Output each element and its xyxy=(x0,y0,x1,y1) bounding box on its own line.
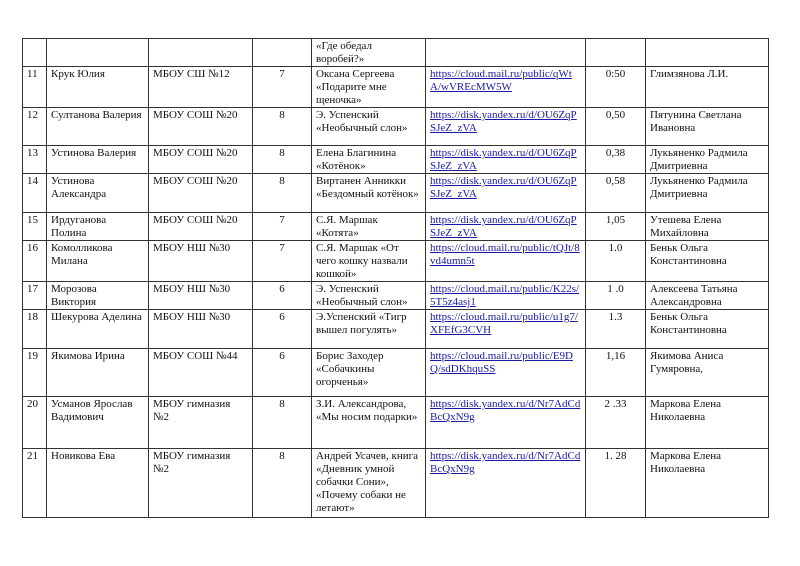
video-link-cell xyxy=(426,108,586,146)
literary-work: Э. Успенский «Необычный слон» xyxy=(316,283,408,308)
teacher-name: Алексеева Татьяна Александровна xyxy=(650,283,738,308)
literary-work: Борис Заходер «Собачкины огорченья» xyxy=(316,350,384,388)
grade: 8 xyxy=(279,175,285,187)
grade: 8 xyxy=(279,147,285,159)
participant-name-cell xyxy=(47,174,149,213)
duration-cell xyxy=(586,67,646,108)
table-row xyxy=(23,397,769,449)
teacher-name-cell xyxy=(646,241,769,282)
duration: 0:50 xyxy=(605,68,626,80)
literary-work: С.Я. Маршак «От чего кошку назвали кошкой» xyxy=(316,242,408,280)
row-number: 14 xyxy=(27,175,38,187)
video-link[interactable]: https://cloud.mail.ru/public/K22s/5T5z4asj1 xyxy=(430,283,580,308)
literary-work: Елена Благинина «Котёнок» xyxy=(316,147,397,172)
row-number: 16 xyxy=(27,242,38,254)
school-name: МБОУ НШ №30 xyxy=(153,311,231,323)
school-name: МБОУ СОШ №20 xyxy=(153,175,238,187)
teacher-name: Якимова Аниса Гумяровна, xyxy=(650,350,724,375)
video-link[interactable]: https://cloud.mail.ru/public/qWtA/wVREcMW5W xyxy=(430,68,572,93)
school-name: МБОУ гимназия №2 xyxy=(153,398,231,423)
teacher-name-cell xyxy=(646,108,769,146)
teacher-name: Беньк Ольга Константиновна xyxy=(650,311,727,336)
video-link[interactable]: https://disk.yandex.ru/d/OU6ZqPSJeZ_zVA xyxy=(430,175,577,200)
participant-name: Устинова Валерия xyxy=(51,147,137,159)
duration: 1.3 xyxy=(608,311,623,323)
duration: 1. 28 xyxy=(604,450,627,462)
school-name: МБОУ СОШ №44 xyxy=(153,350,238,362)
literary-work-cell xyxy=(312,449,426,518)
grade: 8 xyxy=(279,109,285,121)
grade-cell xyxy=(253,67,312,108)
row-number-cell xyxy=(23,349,47,397)
video-link-cell xyxy=(426,397,586,449)
video-link-cell xyxy=(426,349,586,397)
row-number-cell xyxy=(23,282,47,310)
duration-cell xyxy=(586,397,646,449)
school-name: МБОУ гимназия №2 xyxy=(153,450,231,475)
school-name: МБОУ НШ №30 xyxy=(153,242,231,254)
school-name-cell xyxy=(149,397,253,449)
row-number: 21 xyxy=(27,450,38,462)
duration: 1,05 xyxy=(605,214,626,226)
row-number: 18 xyxy=(27,311,38,323)
teacher-name-cell xyxy=(646,449,769,518)
literary-work: Виртанен Анникки «Бездомный котёнок» xyxy=(316,175,419,200)
table-row xyxy=(23,146,769,174)
row-number-cell xyxy=(23,108,47,146)
video-link-cell xyxy=(426,449,586,518)
literary-work-cell xyxy=(312,146,426,174)
school-name: МБОУ СОШ №20 xyxy=(153,109,238,121)
participant-name: Усманов Ярослав Вадимович xyxy=(51,398,133,423)
video-link-cell xyxy=(426,146,586,174)
video-link[interactable]: https://disk.yandex.ru/d/Nr7AdCdBcQxN9g xyxy=(430,450,581,475)
school-name-cell xyxy=(149,449,253,518)
video-link-cell xyxy=(426,39,586,67)
row-number-cell xyxy=(23,241,47,282)
table-row xyxy=(23,174,769,213)
grade: 6 xyxy=(279,350,285,362)
grade: 7 xyxy=(279,214,285,226)
table-row xyxy=(23,213,769,241)
row-number-cell xyxy=(23,39,47,67)
teacher-name: Маркова Елена Николаевна xyxy=(650,398,721,423)
school-name-cell xyxy=(149,67,253,108)
duration-cell xyxy=(586,108,646,146)
participant-name-cell xyxy=(47,67,149,108)
school-name-cell xyxy=(149,213,253,241)
table-row xyxy=(23,241,769,282)
video-link-cell xyxy=(426,282,586,310)
teacher-name-cell xyxy=(646,146,769,174)
table-row xyxy=(23,67,769,108)
literary-work-cell xyxy=(312,213,426,241)
teacher-name: Глимзянова Л.И. xyxy=(650,68,729,80)
grade: 8 xyxy=(279,450,285,462)
teacher-name-cell xyxy=(646,67,769,108)
school-name-cell xyxy=(149,241,253,282)
school-name-cell xyxy=(149,146,253,174)
duration-cell xyxy=(586,449,646,518)
school-name-cell xyxy=(149,108,253,146)
duration-cell xyxy=(586,282,646,310)
participant-name: Комолликова Милана xyxy=(51,242,113,267)
grade-cell xyxy=(253,39,312,67)
participant-name-cell xyxy=(47,310,149,349)
video-link-cell xyxy=(426,241,586,282)
teacher-name-cell xyxy=(646,213,769,241)
duration: 0,38 xyxy=(605,147,626,159)
video-link[interactable]: https://cloud.mail.ru/public/u1g7/XFEfG3CVH xyxy=(430,311,578,336)
video-link-cell xyxy=(426,174,586,213)
grade: 6 xyxy=(279,283,285,295)
grade-cell xyxy=(253,174,312,213)
table-row xyxy=(23,349,769,397)
grade-cell xyxy=(253,213,312,241)
grade: 7 xyxy=(279,242,285,254)
teacher-name: Утешева Елена Михайловна xyxy=(650,214,722,239)
literary-work: С.Я. Маршак «Котята» xyxy=(316,214,378,239)
participant-name: Морозова Виктория xyxy=(51,283,97,308)
school-name: МБОУ СОШ №20 xyxy=(153,214,238,226)
participant-name: Новикова Ева xyxy=(51,450,116,462)
row-number: 17 xyxy=(27,283,38,295)
school-name-cell xyxy=(149,310,253,349)
grade: 7 xyxy=(279,68,285,80)
participant-name-cell xyxy=(47,282,149,310)
teacher-name-cell xyxy=(646,282,769,310)
table-row xyxy=(23,282,769,310)
duration-cell xyxy=(586,39,646,67)
row-number-cell xyxy=(23,397,47,449)
school-name-cell xyxy=(149,174,253,213)
video-link[interactable]: https://cloud.mail.ru/public/E9DQ/sdDKhquSS xyxy=(430,350,573,375)
participant-name: Якимова Ирина xyxy=(51,350,125,362)
row-number: 11 xyxy=(27,68,38,80)
participant-name-cell xyxy=(47,449,149,518)
teacher-name-cell xyxy=(646,349,769,397)
row-number-cell xyxy=(23,449,47,518)
participant-name-cell xyxy=(47,213,149,241)
video-link-cell xyxy=(426,310,586,349)
duration-cell xyxy=(586,146,646,174)
grade-cell xyxy=(253,146,312,174)
video-link[interactable]: https://disk.yandex.ru/d/OU6ZqPSJeZ_zVA xyxy=(430,214,577,239)
duration: 0,50 xyxy=(605,109,626,121)
grade-cell xyxy=(253,310,312,349)
teacher-name-cell xyxy=(646,39,769,67)
participant-name: Шекурова Аделина xyxy=(51,311,142,323)
row-number: 13 xyxy=(27,147,38,159)
duration-cell xyxy=(586,213,646,241)
teacher-name-cell xyxy=(646,310,769,349)
literary-work-cell xyxy=(312,397,426,449)
row-number-cell xyxy=(23,310,47,349)
literary-work-cell xyxy=(312,174,426,213)
literary-work-cell xyxy=(312,241,426,282)
table-row xyxy=(23,449,769,518)
duration-cell xyxy=(586,174,646,213)
literary-work-cell xyxy=(312,67,426,108)
literary-work: Оксана Сергеева «Подарите мне щеночка» xyxy=(316,68,395,106)
literary-work: Андрей Усачев, книга «Дневник умной собачки Сони», «Почему собаки не летают» xyxy=(316,450,418,514)
duration-cell xyxy=(586,349,646,397)
row-number-cell xyxy=(23,67,47,108)
duration: 2 .33 xyxy=(604,398,627,410)
participants-table xyxy=(22,38,769,518)
literary-work: З.И. Александрова, «Мы носим подарки» xyxy=(316,398,418,423)
table-row xyxy=(23,39,769,67)
participant-name: Султанова Валерия xyxy=(51,109,142,121)
video-link[interactable]: https://cloud.mail.ru/public/tQJt/8vd4umn5t xyxy=(430,242,580,267)
school-name: МБОУ СШ №12 xyxy=(153,68,230,80)
grade-cell xyxy=(253,397,312,449)
school-name-cell xyxy=(149,349,253,397)
duration: 1.0 xyxy=(608,242,623,254)
grade: 6 xyxy=(279,311,285,323)
duration-cell xyxy=(586,310,646,349)
school-name-cell xyxy=(149,39,253,67)
participant-name-cell xyxy=(47,39,149,67)
literary-work-cell xyxy=(312,108,426,146)
table-row xyxy=(23,108,769,146)
duration: 0,58 xyxy=(605,175,626,187)
duration: 1 .0 xyxy=(607,283,624,295)
teacher-name-cell xyxy=(646,397,769,449)
video-link-cell xyxy=(426,213,586,241)
teacher-name: Маркова Елена Николаевна xyxy=(650,450,721,475)
row-number: 12 xyxy=(27,109,38,121)
video-link-cell xyxy=(426,67,586,108)
participant-name: Устинова Александра xyxy=(51,175,107,200)
duration: 1,16 xyxy=(605,350,626,362)
video-link[interactable]: https://disk.yandex.ru/d/OU6ZqPSJeZ_zVA xyxy=(430,109,577,134)
grade-cell xyxy=(253,282,312,310)
row-number-cell xyxy=(23,174,47,213)
literary-work: Э.Успенский «Тигр вышел погулять» xyxy=(316,311,407,336)
table-row xyxy=(23,310,769,349)
teacher-name: Лукьяненко Радмила Дмитриевна xyxy=(650,147,748,172)
participant-name: Крук Юлия xyxy=(51,68,105,80)
teacher-name: Пятунина Светлана Ивановна xyxy=(650,109,742,134)
row-number: 19 xyxy=(27,350,38,362)
grade-cell xyxy=(253,349,312,397)
video-link[interactable]: https://disk.yandex.ru/d/OU6ZqPSJeZ_zVA xyxy=(430,147,577,172)
participant-name: Ирдуганова Полина xyxy=(51,214,107,239)
duration-cell xyxy=(586,241,646,282)
teacher-name-cell xyxy=(646,174,769,213)
literary-work-cell xyxy=(312,349,426,397)
row-number-cell xyxy=(23,213,47,241)
school-name-cell xyxy=(149,282,253,310)
literary-work: «Где обедал воробей?» xyxy=(316,40,373,65)
literary-work-cell xyxy=(312,282,426,310)
grade-cell xyxy=(253,108,312,146)
literary-work-cell xyxy=(312,310,426,349)
teacher-name: Лукьяненко Радмила Дмитриевна xyxy=(650,175,748,200)
participant-name-cell xyxy=(47,397,149,449)
participant-name-cell xyxy=(47,241,149,282)
participant-name-cell xyxy=(47,146,149,174)
participant-name-cell xyxy=(47,108,149,146)
teacher-name: Беньк Ольга Константиновна xyxy=(650,242,727,267)
video-link[interactable]: https://disk.yandex.ru/d/Nr7AdCdBcQxN9g xyxy=(430,398,581,423)
grade: 8 xyxy=(279,398,285,410)
row-number: 20 xyxy=(27,398,38,410)
school-name: МБОУ СОШ №20 xyxy=(153,147,238,159)
grade-cell xyxy=(253,449,312,518)
participant-name-cell xyxy=(47,349,149,397)
literary-work: Э. Успенский «Необычный слон» xyxy=(316,109,408,134)
row-number: 15 xyxy=(27,214,38,226)
grade-cell xyxy=(253,241,312,282)
school-name: МБОУ НШ №30 xyxy=(153,283,231,295)
row-number-cell xyxy=(23,146,47,174)
literary-work-cell xyxy=(312,39,426,67)
